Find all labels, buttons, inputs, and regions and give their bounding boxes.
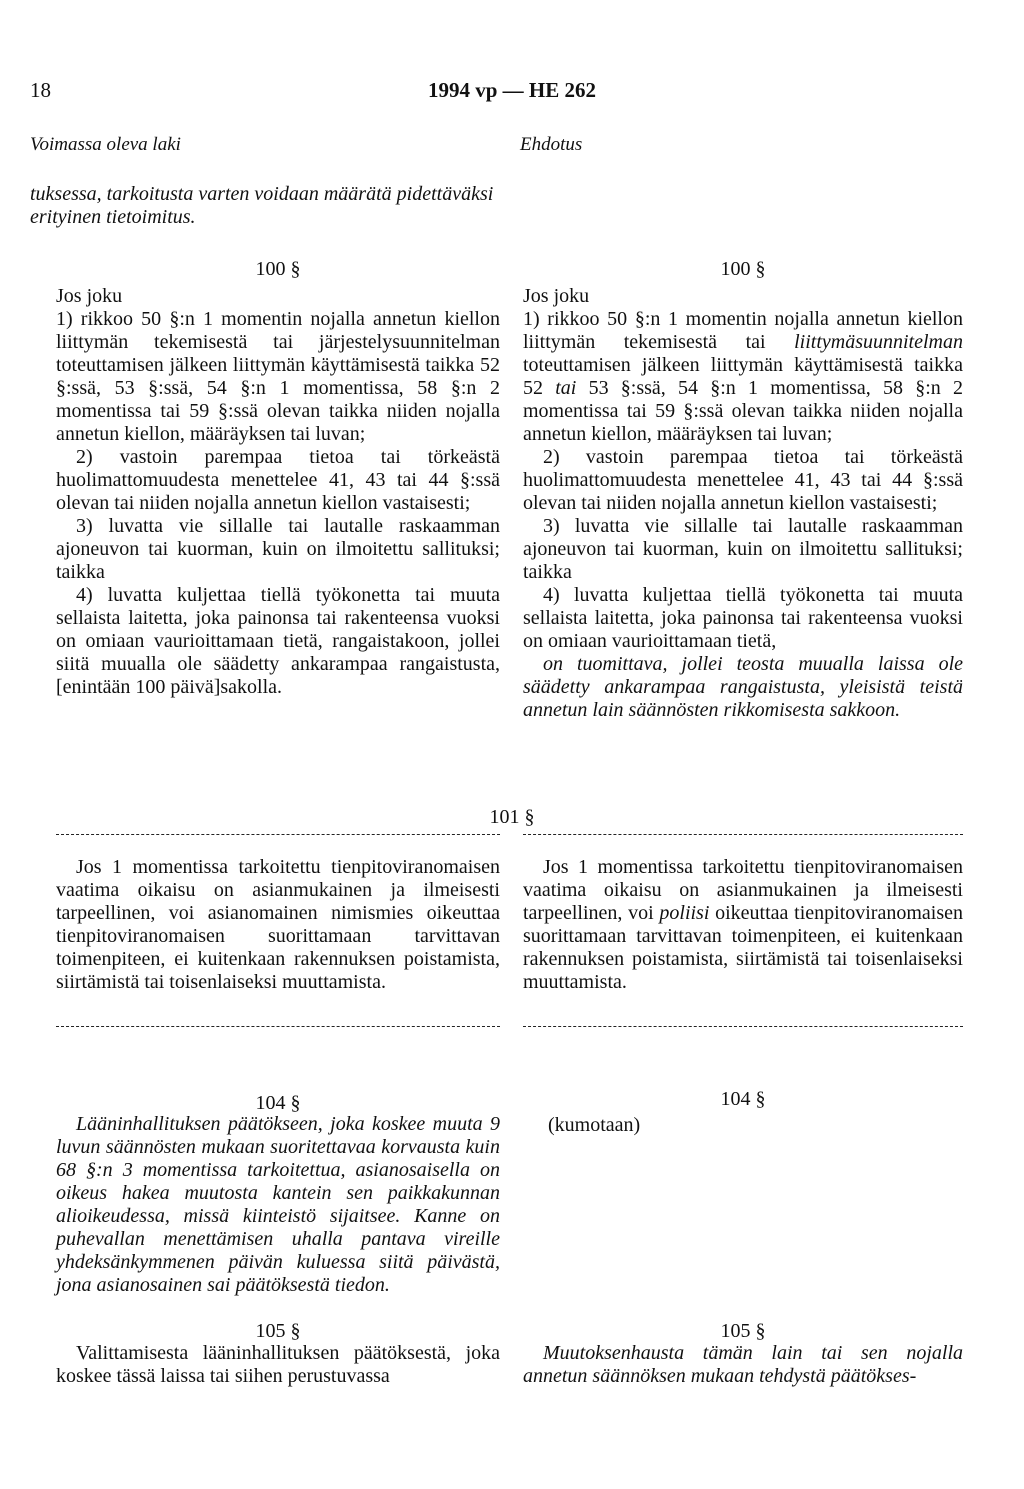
page-title: 1994 vp — HE 262 — [427, 78, 597, 102]
right-section-104-title: 104 § — [720, 1088, 766, 1110]
left-section-105-body: Valittamisesta lääninhallituksen päätöksestä, joka koskee tässä laissa tai siihen perustuvassa — [56, 1342, 500, 1387]
right-s100-item-2: 2) vastoin parempaa tietoa tai törkeästä huolimattomuudesta menettelee 41, 43 tai 44 §:ssä olevan tai niiden nojalla annetun kiellon vastaisesti; — [523, 446, 963, 514]
right-s100-item-4: 4) luvatta kuljettaa tiellä työkonetta tai muuta sellaista laitetta, joka painonsa tai rakenteensa vuoksi on omiaan vaurioittamaan tietä, — [523, 584, 963, 652]
page-number: 18 — [30, 78, 51, 102]
right-omission-line-bottom — [523, 1026, 963, 1027]
right-section-105-body: Muutoksenhausta tämän lain tai sen nojalla annetun säännöksen mukaan tehdystä päätökses- — [523, 1342, 963, 1387]
right-section-104-body: (kumotaan) — [548, 1114, 641, 1136]
right-s100-item-1-part-a: 1) rikkoo 50 §:n 1 momentin nojalla annetun kiellon liittymän tekemisestä tai — [523, 308, 963, 353]
left-s100-item-2: 2) vastoin parempaa tietoa tai törkeästä huolimattomuudesta menettelee 41, 43 tai 44 §:ssä olevan tai niiden nojalla annetun kiellon vastaisesti; — [56, 446, 500, 514]
right-section-100-body — [523, 285, 963, 722]
right-s100-lead: Jos joku — [523, 285, 590, 307]
left-section-105-title: 105 § — [255, 1320, 301, 1342]
right-s101-emphasis: poliisi — [659, 902, 710, 924]
right-s101-part-a: Jos 1 momentissa tarkoitettu tienpitoviranomaisen vaatima oikaisu on asianmukainen ja ilmeisesti tarpeellinen, voi — [523, 856, 963, 924]
right-section-101-body — [523, 856, 963, 994]
right-column-heading: Ehdotus — [520, 134, 583, 155]
left-s100-item-4: 4) luvatta kuljettaa tiellä työkonetta tai muuta sellaista laitetta, joka painonsa tai rakenteensa vuoksi on omiaan vaurioittamaan tietä, rangaistakoon, jollei siitä muualla ole säädetty ankarampaa rangaistusta, [enintään 100 päivä]sakolla. — [56, 584, 500, 698]
right-s100-item-3: 3) luvatta vie sillalle tai lautalle raskaamman ajoneuvon tai kuorman, kuin on ilmoitettu sallituksi; taikka — [523, 515, 963, 583]
right-s100-item-1 — [523, 308, 963, 446]
left-s100-item-1: 1) rikkoo 50 §:n 1 momentin nojalla annetun kiellon liittymän tekemisestä tai järjestelysuunnitelman toteuttamisen jälkeen liittymän käyttämisestä taikka 52 §:ssä, 53 §:ssä, 54 §:n 1 momentissa, 58 §:n 2 momentissa tai 59 §:ssä olevan taikka niiden nojalla annetun kiellon, määräyksen tai luvan; — [56, 308, 500, 445]
left-section-104-body: Lääninhallituksen päätökseen, joka koskee muuta 9 luvun säännösten mukaan suoritettavaa korvausta kuin 68 §:n 3 momentissa tarkoitettua, asianosaisella on oikeus hakea muutosta kantein sen paikkakunnan alioikeudessa, missä kiinteistö sijaitsee. Kanne on puhevallan menettämisen uhalla pantava vireille yhdeksänkymmenen päivän kuluessa siitä päivästä, jona asianosainen sai päätöksestä tiedon. — [56, 1113, 500, 1296]
intro-paragraph: tuksessa, tarkoitusta varten voidaan määrätä pidettäväksi erityinen tietoimitus. — [30, 183, 494, 228]
right-s100-item-1-part-b: toteuttamisen jälkeen liittymän käyttämisestä taikka 52 — [523, 354, 963, 399]
left-section-100-body — [56, 285, 500, 699]
right-section-100-title: 100 § — [720, 258, 766, 280]
left-section-101-body: Jos 1 momentissa tarkoitettu tienpitoviranomaisen vaatima oikaisu on asianmukainen ja ilmeisesti tarpeellinen, voi asianomainen nimismies oikeuttaa tienpitoviranomaisen suorittamaan tarvittavan toimenpiteen, ei kuitenkaan rakennuksen poistamista, siirtämistä tai toisenlaiseksi muuttamista. — [56, 856, 500, 993]
right-section-105-title: 105 § — [720, 1320, 766, 1342]
left-omission-line-bottom — [56, 1026, 500, 1027]
left-column-heading: Voimassa oleva laki — [30, 134, 181, 155]
right-s100-item-1-emphasis: liittymäsuunnitelman — [794, 331, 963, 353]
left-omission-line-top — [56, 834, 500, 835]
right-s101-part-b: oikeuttaa tienpitoviranomaisen suorittamaan tarvittavan toimenpiteen, ei kuitenkaan rakennuksen poistamista, siirtämistä tai toisenlaiseksi muuttamista. — [523, 902, 963, 993]
right-s100-item-4-penalty: on tuomittava, jollei teosta muualla laissa ole säädetty ankarampaa rangaistusta, yleisistä teistä annetun lain säännösten rikkomisesta sakkoon. — [523, 653, 963, 721]
right-omission-line-top — [523, 834, 963, 835]
left-section-100-title: 100 § — [255, 258, 301, 280]
right-s100-item-1-part-c: 53 §:ssä, 54 §:n 1 momentissa, 58 §:n 2 momentissa tai 59 §:ssä olevan taikka niiden nojalla annetun kiellon, määräyksen tai luvan; — [523, 377, 964, 445]
left-s100-lead: Jos joku — [56, 285, 123, 307]
section-101-title: 101 § — [489, 806, 535, 828]
right-s100-item-1-emphasis-2: tai — [555, 377, 577, 399]
left-section-104-title: 104 § — [255, 1092, 301, 1114]
left-s100-item-3: 3) luvatta vie sillalle tai lautalle raskaamman ajoneuvon tai kuorman, kuin on ilmoitettu sallituksi; taikka — [56, 515, 500, 583]
